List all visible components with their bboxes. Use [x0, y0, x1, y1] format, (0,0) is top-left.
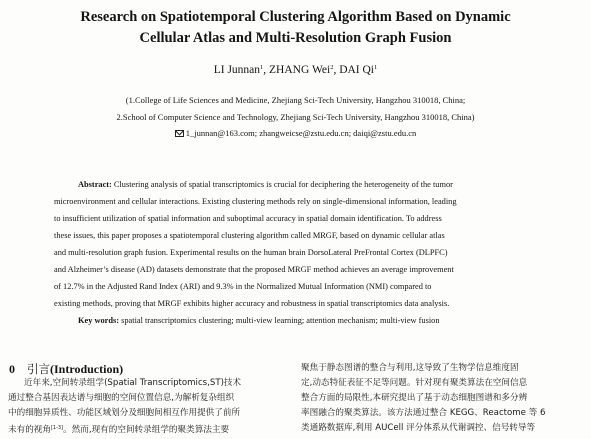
author-affiliation-mark: 1 [260, 64, 264, 71]
author-affiliation-mark: 2 [330, 64, 334, 71]
abstract-line: of 12.7% in the Adjusted Rand Index (ARI) and 9.3% in the Normalized Mutual Information (NMI) compared to [54, 282, 432, 291]
body-text: 。然而,现有的空间转录组学的聚类算法主要 [63, 425, 230, 435]
body-line: 通过整合基因表达谱与细胞的空间位置信息,为解析复杂组织 [8, 393, 235, 403]
affiliation-line: (1.College of Life Sciences and Medicine, Zhejiang Sci-Tech University, Hangzhou 310018, China; [125, 95, 466, 105]
body-line: 近年来,空间转录组学(Spatial Transcriptomics,ST)技术 [24, 378, 242, 388]
abstract-line: and Alzheimer’s disease (AD) datasets demonstrate that the proposed MRGF method achieves an average improvement [54, 265, 454, 274]
section-title-cn: 引言 [27, 362, 50, 376]
abstract-line: existing methods, proving that MRGF exhibits higher accuracy and robustness in spatial transcriptomics data analysis. [54, 299, 450, 308]
email-addresses[interactable]: 1_junnan@163.com; zhangweicse@zstu.edu.cn; daiqi@zstu.edu.cn [185, 128, 417, 138]
keywords-text: spatial transcriptomics clustering; multi-view learning; attention mechanism; multi-view fusion [121, 316, 440, 325]
author-affiliation-mark: 1 [374, 64, 378, 71]
section-heading [9, 362, 123, 376]
author-list: LI Junnan$^1$, ZHANG Wei$^2$, DAI Qi$^1$ [213, 64, 378, 76]
body-text: 未有的视角 [8, 425, 51, 435]
paper-title-line-2: Cellular Atlas and Multi-Resolution Graph Fusion [139, 30, 452, 46]
body-line: 聚焦于静态图谱的整合与利用,这导致了生物学信息维度固 [301, 363, 519, 373]
body-line: 整合方面的局限性,本研究提出了基于动态细胞图谱和多分辨 [301, 393, 528, 403]
author-name: LI Junnan [213, 64, 261, 76]
abstract-text: Clustering analysis of spatial transcriptomics is crucial for deciphering the heterogeneity of the tumor [113, 180, 453, 189]
mail-icon [175, 130, 184, 137]
keywords-line [78, 315, 440, 326]
abstract-label: Abstract: [78, 180, 112, 189]
keywords-label: Key words: [78, 316, 120, 325]
abstract-line: microenvironment and cellular interactions. Existing clustering methods rely on single-dimensional information, leading [54, 197, 457, 206]
affiliation-line: 2.School of Computer Science and Technology, Zhejiang Sci-Tech University, Hangzhou 310018, China) [116, 112, 475, 122]
paper-title-line-1: Research on Spatiotemporal Clustering Algorithm Based on Dynamic [80, 9, 511, 25]
author-name: ZHANG Wei [269, 64, 331, 76]
body-line: 率图融合的聚类算法。该方法通过整合 KEGG、Reactome 等 6 [301, 408, 546, 418]
author-name: DAI Qi [339, 64, 375, 76]
abstract-line: these issues, this paper proposes a spatiotemporal clustering algorithm called MRGF, based on dynamic cellular atlas [54, 231, 445, 240]
citation-mark[interactable]: [1-3] [50, 425, 64, 431]
body-line [8, 422, 229, 436]
section-number: 0 [9, 362, 15, 376]
body-line: 定,动态特征表征不足等问题。针对现有聚类算法在空间信息 [301, 378, 528, 388]
section-title-en: (Introduction) [50, 362, 124, 376]
email-line [0, 128, 591, 139]
abstract-line [78, 179, 453, 190]
abstract-line: and multi-resolution graph fusion. Experimental results on the human brain DorsoLateral PreFrontal Cortex (DLPFC) [54, 248, 448, 257]
abstract-line: to insufficient utilization of spatial information and suboptimal accuracy in spatial domain identification. To address [54, 214, 442, 223]
body-line: 中的细胞异质性、功能区域划分及细胞间相互作用提供了前所 [8, 408, 241, 418]
body-line: 类通路数据库,利用 AUCell 评分体系从代谢调控、信号转导等 [301, 423, 536, 433]
